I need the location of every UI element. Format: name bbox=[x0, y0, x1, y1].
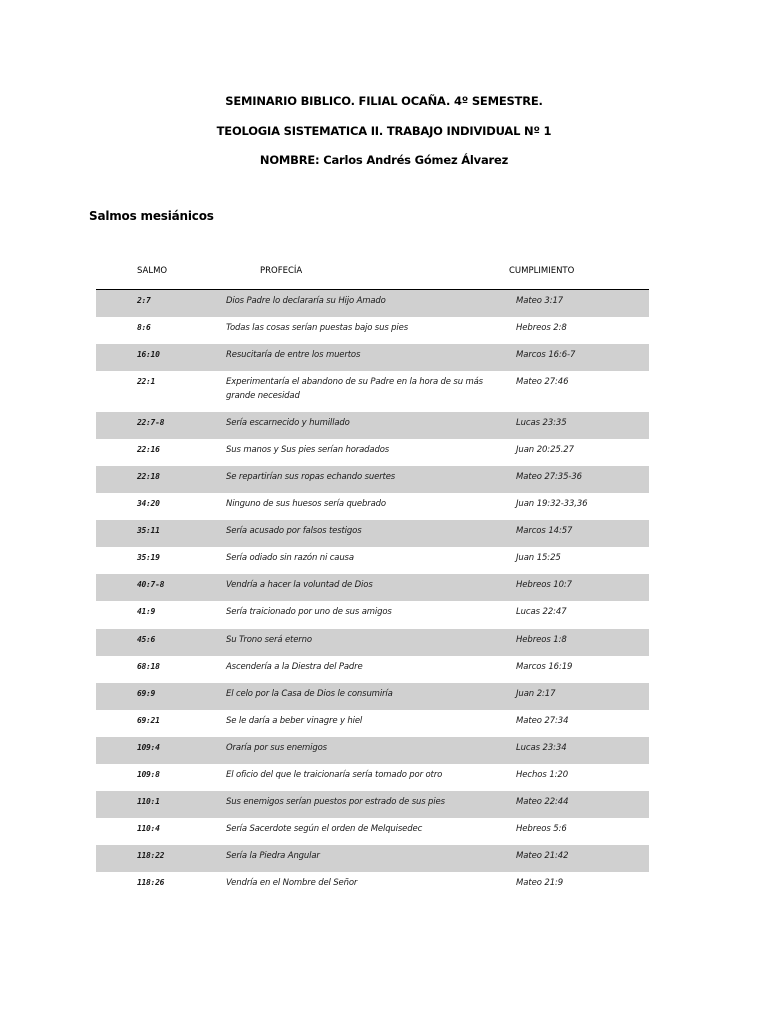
document-title: SEMINARIO BIBLICO. FILIAL OCAÑA. 4º SEMESTRE. bbox=[225, 94, 543, 108]
table-body bbox=[96, 290, 649, 899]
cell-salmo: 22:1 bbox=[137, 377, 156, 387]
cell-profecia: El celo por la Casa de Dios le consumiría bbox=[226, 688, 393, 699]
cell-salmo: 109:4 bbox=[137, 742, 160, 752]
cell-cumplimiento: Mateo 27:35-36 bbox=[516, 471, 582, 482]
cell-salmo: 109:8 bbox=[137, 770, 160, 779]
cell-profecia: Se repartirían sus ropas echando suertes bbox=[226, 471, 396, 482]
table-row bbox=[96, 764, 649, 791]
table-row bbox=[96, 344, 649, 371]
cell-profecia: Dios Padre lo declararía su Hijo Amado bbox=[226, 296, 386, 306]
cell-profecia: Se le daría a beber vinagre y hiel bbox=[226, 715, 363, 726]
cell-cumplimiento: Marcos 16:19 bbox=[516, 661, 573, 672]
table-row bbox=[96, 290, 649, 317]
table-row bbox=[96, 371, 649, 412]
cell-salmo: 110:4 bbox=[137, 824, 160, 834]
cell-profecia: Su Trono será eterno bbox=[226, 634, 312, 645]
cell-salmo: 118:26 bbox=[137, 878, 165, 888]
cell-cumplimiento: Hebreos 5:6 bbox=[516, 824, 567, 835]
cell-profecia: Sería odiado sin razón ni causa bbox=[226, 553, 354, 564]
cell-profecia: Sus manos y Sus pies serían horadados bbox=[226, 444, 390, 455]
cell-profecia: Resucitaría de entre los muertos bbox=[226, 350, 361, 361]
cell-cumplimiento: Mateo 21:42 bbox=[516, 851, 569, 862]
cell-cumplimiento: Lucas 23:34 bbox=[516, 742, 567, 753]
cell-cumplimiento: Juan 19:32-33,36 bbox=[516, 499, 588, 510]
table-row bbox=[96, 601, 649, 628]
student-name: NOMBRE: Carlos Andrés Gómez Álvarez bbox=[259, 153, 509, 167]
cell-cumplimiento: Hebreos 1:8 bbox=[516, 634, 567, 645]
cell-salmo: 34:20 bbox=[137, 499, 160, 509]
cell-profecia: Sería escarnecido y humillado bbox=[226, 417, 350, 428]
column-header-cumplimiento: CUMPLIMIENTO bbox=[509, 266, 575, 276]
cell-salmo: 22:7-8 bbox=[137, 417, 165, 427]
cell-profecia: Sería traicionado por uno de sus amigos bbox=[226, 607, 392, 618]
cell-salmo: 2:7 bbox=[137, 296, 151, 305]
column-header-profecia: PROFECÍA bbox=[260, 266, 303, 276]
cell-salmo: 68:18 bbox=[137, 661, 160, 671]
cell-profecia: Sería la Piedra Angular bbox=[226, 851, 320, 862]
cell-cumplimiento: Mateo 22:44 bbox=[516, 797, 569, 808]
cell-profecia: Experimentaría el abandono de su Padre en la hora de su más grande necesidad bbox=[226, 377, 483, 402]
table-row bbox=[96, 547, 649, 574]
cell-salmo: 69:21 bbox=[137, 715, 160, 725]
cell-cumplimiento: Mateo 27:34 bbox=[516, 715, 569, 726]
cell-profecia: Vendría en el Nombre del Señor bbox=[226, 878, 358, 889]
psalms-table bbox=[96, 263, 649, 899]
cell-salmo: 69:9 bbox=[137, 688, 156, 698]
table-row bbox=[96, 574, 649, 601]
cell-cumplimiento: Juan 15:25 bbox=[516, 553, 561, 564]
cell-profecia: Sus enemigos serían puestos por estrado de sus pies bbox=[226, 797, 445, 808]
table-row bbox=[96, 845, 649, 872]
cell-salmo: 35:11 bbox=[137, 526, 160, 536]
table-row bbox=[96, 791, 649, 818]
cell-salmo: 22:16 bbox=[137, 444, 160, 454]
cell-profecia: Sería acusado por falsos testigos bbox=[226, 526, 362, 537]
table-row bbox=[96, 439, 649, 466]
cell-salmo: 45:6 bbox=[137, 634, 156, 644]
cell-profecia: El oficio del que le traicionaría sería tomado por otro bbox=[226, 770, 443, 780]
cell-profecia: Ascendería a la Diestra del Padre bbox=[226, 661, 363, 672]
table-row bbox=[96, 818, 649, 845]
table-row bbox=[96, 629, 649, 656]
table-row bbox=[96, 493, 649, 520]
cell-salmo: 22:18 bbox=[137, 471, 160, 481]
cell-profecia: Todas las cosas serían puestas bajo sus pies bbox=[226, 323, 408, 334]
cell-cumplimiento: Juan 2:17 bbox=[516, 688, 556, 699]
cell-cumplimiento: Mateo 27:46 bbox=[516, 377, 569, 388]
table-row bbox=[96, 872, 649, 899]
cell-salmo: 40:7-8 bbox=[137, 580, 165, 590]
cell-cumplimiento: Hechos 1:20 bbox=[516, 770, 569, 780]
table-row bbox=[96, 520, 649, 547]
cell-cumplimiento: Marcos 14:57 bbox=[516, 526, 573, 537]
table-row bbox=[96, 656, 649, 683]
cell-cumplimiento: Marcos 16:6-7 bbox=[516, 350, 576, 361]
cell-salmo: 16:10 bbox=[137, 350, 160, 360]
cell-cumplimiento: Juan 20:25.27 bbox=[516, 444, 574, 455]
cell-salmo: 8:6 bbox=[137, 323, 151, 333]
column-header-salmo: SALMO bbox=[137, 266, 168, 276]
table-row bbox=[96, 683, 649, 710]
cell-cumplimiento: Mateo 21:9 bbox=[516, 878, 564, 889]
table-row bbox=[96, 737, 649, 764]
table-row bbox=[96, 710, 649, 737]
course-title: TEOLOGIA SISTEMATICA II. TRABAJO INDIVIDUAL Nº 1 bbox=[216, 124, 552, 138]
cell-profecia: Sería Sacerdote según el orden de Melquisedec bbox=[226, 824, 423, 835]
cell-cumplimiento: Hebreos 2:8 bbox=[516, 323, 567, 334]
cell-profecia: Ninguno de sus huesos sería quebrado bbox=[226, 499, 386, 510]
cell-salmo: 110:1 bbox=[137, 797, 160, 807]
cell-salmo: 118:22 bbox=[137, 851, 165, 861]
table-row bbox=[96, 412, 649, 439]
cell-profecia: Vendría a hacer la voluntad de Dios bbox=[226, 580, 373, 591]
table-header bbox=[96, 263, 649, 290]
table-row bbox=[96, 317, 649, 344]
cell-profecia: Oraría por sus enemigos bbox=[226, 742, 327, 753]
cell-cumplimiento: Lucas 22:47 bbox=[516, 607, 567, 618]
cell-salmo: 35:19 bbox=[137, 553, 160, 563]
table-row bbox=[96, 466, 649, 493]
section-title: Salmos mesiánicos bbox=[89, 209, 214, 223]
cell-salmo: 41:9 bbox=[137, 607, 156, 617]
cell-cumplimiento: Lucas 23:35 bbox=[516, 417, 567, 428]
cell-cumplimiento: Mateo 3:17 bbox=[516, 296, 564, 306]
cell-cumplimiento: Hebreos 10:7 bbox=[516, 580, 572, 591]
